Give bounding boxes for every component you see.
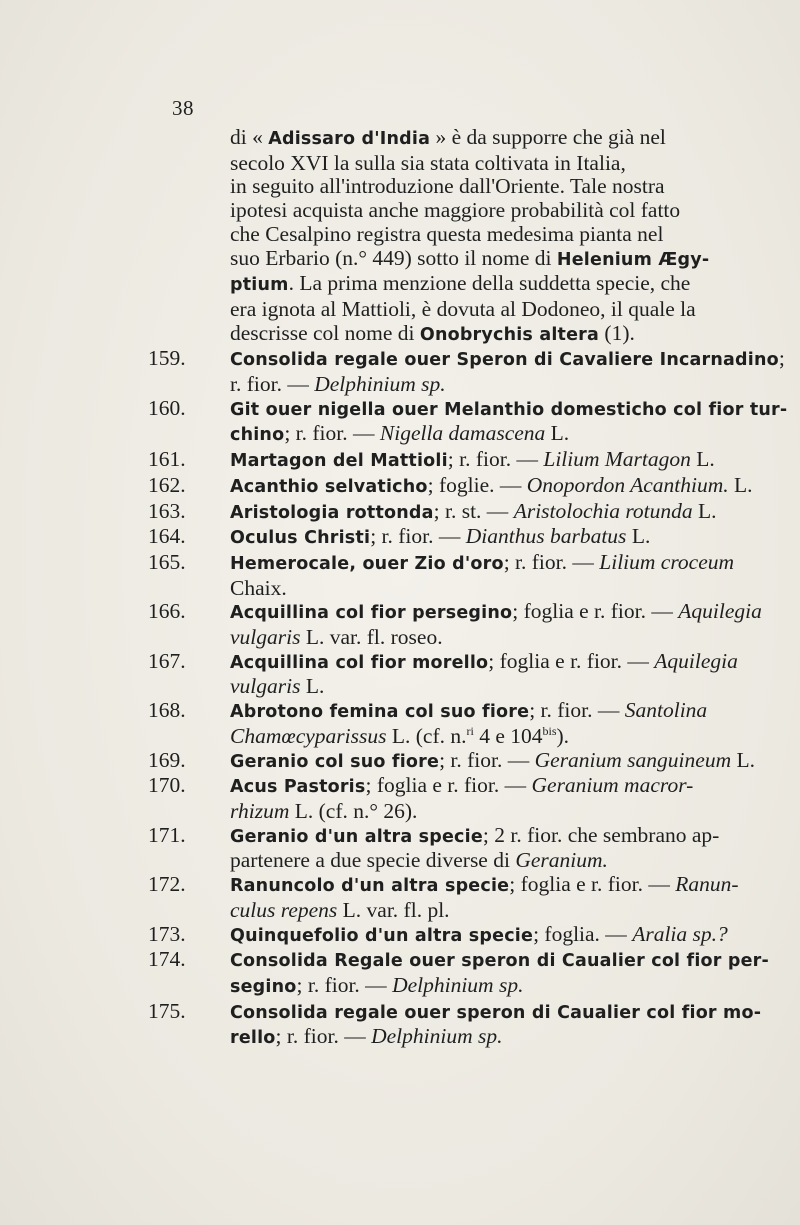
entry-line [230,472,753,500]
bold-text: ptium [230,275,289,296]
text-run: r. fior. — [230,372,315,397]
text-run: ; foglia e r. fior. — [488,648,655,673]
plant-entry [140,346,785,397]
bold-text: Geranio col suo fiore [230,751,440,772]
text-run: ). [556,723,570,748]
plant-entry [140,549,735,600]
plant-entry [140,824,725,873]
text-run: L. [626,524,651,549]
entry-line [230,577,725,601]
bold-text: Abrotono femina col suo fiore [230,702,530,723]
plant-entry [140,921,728,949]
bold-text: Aristologia rottonda [230,502,434,523]
bold-text: Acanthio selvaticho [230,476,428,497]
italic-text: Aralia sp.? [632,921,728,946]
plant-entry [140,699,725,748]
text-run: » è da supporre che già nel [430,125,666,149]
text-run: L. [690,447,715,472]
intro-line [230,322,725,348]
entry-number: 166. [148,599,186,624]
text-run: L. [545,421,570,446]
text-run: L. [731,747,755,772]
entry-number: 160. [148,395,186,420]
italic-text: Lilium croceum [599,549,735,574]
bold-text: Oculus Christi [230,528,371,549]
page-body [140,125,788,1051]
plant-entry [140,998,762,1051]
plant-entry [140,747,755,775]
text-run: ; r. fior. — [529,698,625,723]
text-run: descrisse col nome di [230,320,420,345]
intro-line [230,152,725,176]
intro-line [230,247,725,273]
entry-number: 159. [148,346,186,371]
italic-text: Geranium. [515,848,608,873]
bold-text: segino [230,976,297,997]
bold-text: Geranio d'un altra specie [230,826,483,847]
entry-line [230,648,738,676]
entry-line [230,626,725,650]
italic-text: Delphinium sp. [392,972,524,997]
entry-number: 174. [148,947,186,972]
text-run: L. var. fl. pl. [337,897,450,922]
page-number: 38 [172,96,194,120]
text-run: L. var. fl. roseo. [300,625,443,650]
entry-line [230,373,725,397]
text-run: L. [728,472,753,497]
entry-line [230,422,725,448]
text-run: ipotesi acquista anche maggiore probabilità col fatto [230,198,681,223]
entry-line [230,397,788,423]
entry-line [230,899,725,923]
italic-text: Delphinium sp. [314,372,446,397]
bold-text: rello [230,1028,276,1049]
entry-line [230,849,725,873]
plant-entry [140,525,725,551]
plant-entry [140,599,762,650]
italic-text: Santolina [624,698,708,723]
entry-line [230,948,769,974]
entry-line [230,675,725,699]
entry-number: 169. [148,747,186,772]
entry-number: 167. [148,648,186,673]
entry-line [230,725,725,749]
italic-text: vulgaris [230,625,301,650]
italic-text: Geranium sanguineum [534,747,732,772]
entry-number: 163. [148,498,186,523]
entry-number: 173. [148,921,186,946]
plant-entry [140,448,725,474]
entry-line [230,1000,762,1026]
text-run: era ignota al Mattioli, è dovuta al Dodoneo, il quale la [230,296,696,321]
text-run: ; r. fior. — [439,747,535,772]
entry-number: 175. [148,998,186,1023]
intro-line [230,175,725,199]
italic-text: Aristolochia rotunda [513,498,693,523]
bold-text: Acquillina col fior persegino [230,603,513,624]
bold-text: Acus Pastoris [230,777,366,798]
entry-line [230,824,725,850]
text-run: ; foglia e r. fior. — [365,773,532,798]
plant-entry [140,648,738,699]
entry-number: 165. [148,549,186,574]
text-run: (1). [599,320,635,345]
intro-line [230,223,725,247]
bold-text: Consolida regale ouer Speron di Cavaliere Incarnadino [230,350,779,371]
entry-number: 170. [148,773,186,798]
text-run: ; foglie. — [427,472,527,497]
text-run: L. [692,498,717,523]
italic-text: Delphinium sp. [371,1024,503,1049]
text-run: partenere a due specie diverse di [230,848,516,873]
entry-line [230,1025,725,1051]
entry-line [230,699,725,725]
entry-line [230,599,762,626]
text-run: 4 e 104 [473,723,543,748]
intro-line [230,272,725,298]
bold-text: Adissaro d'India [268,129,431,149]
italic-text: Geranium macror- [531,773,694,798]
text-run: ; foglia e r. fior. — [512,599,679,624]
text-run: Chaix. [230,575,287,600]
text-run: ; foglia. — [533,921,633,946]
text-run: secolo XVI la sulla sia stata coltivata in Italia, [230,150,626,175]
text-run: ; r. fior. — [447,447,544,472]
bold-text: Martagon del Mattioli [230,451,448,472]
italic-text: Aquilegia [678,599,762,624]
plant-entry [140,472,753,500]
text-run: ; r. st. — [433,498,514,523]
entry-number: 161. [148,447,186,472]
text-run: ; r. fior. — [275,1024,372,1049]
entry-line [230,872,739,899]
text-run: L. (cf. n. [386,723,467,748]
bold-text: Ranuncolo d'un altra specie [230,876,510,897]
plant-list [140,346,788,1051]
text-run: L. [300,674,325,699]
text-run: ; 2 r. fior. che sembrano ap- [482,822,720,847]
intro-line [230,126,725,152]
text-run: in seguito all'introduzione dall'Oriente. Tale nostra [230,174,665,199]
plant-entry [140,947,769,999]
entry-number: 164. [148,524,186,549]
bold-text: Hemerocale, ouer Zio d'oro [230,553,504,574]
text-run: ; r. fior. — [503,549,600,574]
entry-line [230,774,725,800]
text-run: che Cesalpino registra questa medesima pianta nel [230,221,664,246]
italic-text: Lilium Martagon [543,447,691,472]
intro-line [230,298,725,322]
entry-line [230,525,725,551]
italic-text: Chamœcyparissus [230,723,387,748]
text-run: ; r. fior. — [296,972,393,997]
entry-line [230,800,725,824]
entry-line [230,500,725,526]
text-run: ; foglia e r. fior. — [509,872,676,897]
italic-text: culus repens [230,897,338,922]
plant-entry [140,395,788,448]
text-run: ; r. fior. — [370,524,466,549]
text-run: ; [778,346,785,371]
plant-entry [140,872,739,922]
bold-text: Helenium Ægy- [556,249,710,270]
plant-entry [140,774,725,823]
italic-text: Onopordon Acanthium. [526,472,729,497]
entry-line [230,346,785,373]
entry-number: 172. [148,872,186,897]
entry-number: 171. [148,822,186,847]
plant-entry [140,500,725,526]
italic-text: vulgaris [230,674,301,699]
italic-text: rhizum [230,798,290,823]
bold-text: Acquillina col fior morello [230,652,489,673]
entry-number: 168. [148,698,186,723]
intro-line [230,199,725,223]
text-run: suo Erbario (n.° 449) sotto il nome di [230,245,557,270]
bold-text: Consolida regale ouer speron di Caualier col fior mo- [230,1002,762,1023]
superscript-text: ri [466,723,474,738]
text-run: . La prima menzione della suddetta specie, che [288,271,691,296]
entry-line [230,921,728,949]
entry-line [230,974,725,1000]
entry-line [230,549,735,577]
bold-text: Onobrychis altera [419,324,600,345]
bold-text: Quinquefolio d'un altra specie [230,925,534,946]
italic-text: Ranun- [675,872,739,897]
italic-text: Dianthus barbatus [465,524,627,549]
bold-text: chino [230,425,285,446]
text-run: di « [230,125,269,149]
bold-text: Consolida Regale ouer speron di Caualier col fior per- [230,951,769,972]
italic-text: Aquilegia [654,648,738,673]
entry-line [230,448,725,474]
text-run: ; r. fior. — [284,421,380,446]
intro-paragraph [140,126,725,347]
bold-text: Git ouer nigella ouer Melanthio domesticho col fior tur- [230,399,788,420]
italic-text: Nigella damascena [379,421,546,446]
superscript-text: bis [542,723,557,738]
entry-line [230,747,755,775]
entry-number: 162. [148,472,186,497]
text-run: L. (cf. n.° 26). [289,798,418,823]
